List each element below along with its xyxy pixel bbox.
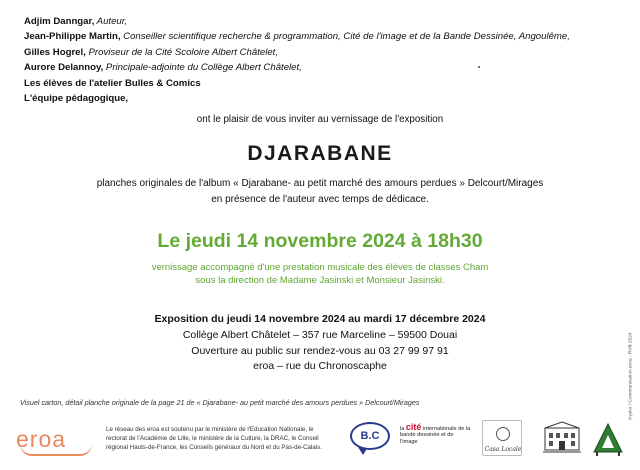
eroa-logo xyxy=(16,422,102,462)
bc-bubble: B.C xyxy=(350,422,390,450)
green-sign-logo xyxy=(588,418,628,458)
bc-logo xyxy=(350,422,390,456)
stray-dot xyxy=(478,66,480,68)
cite-bd-logo: la cité internationale de la bande dessinée et de l'image xyxy=(400,422,471,445)
school-building-icon xyxy=(542,420,582,456)
event-date: Le jeudi 14 novembre 2024 à 18h30 xyxy=(157,230,483,252)
host-row: Gilles Hogrel, Proviseur de la Cité Scoloire Albert Châtelet, xyxy=(24,46,279,58)
host-row: Jean-Philippe Martin, Conseiller scientifique recherche & programmation, Cité de l'image et de la Bande Dessinée, Angoulême, xyxy=(24,31,570,43)
author-presence: en présence de l'auteur avec temps de dédicace. xyxy=(211,194,429,205)
music-note-line2: sous la direction de Madame Jasinski et Monsieur Jasinski. xyxy=(195,275,445,286)
network-support-text: Le réseau des eroa est soutenu par le ministère de l'Education Nationale, le rectorat de l'Académie de Lille, le ministère de la Culture, la DRAC, le Conseil régional Hauts-de-France, les Conseils généraux du Nord et du Pas-de-Calais. xyxy=(106,426,322,451)
invitation-intro: ont le plaisir de vous inviter au vernissage de l'exposition xyxy=(196,114,444,125)
exhibition-title: DJARABANE xyxy=(247,142,393,165)
exhibition-opening: Ouverture au public sur rendez-vous au 03 27 99 97 91 xyxy=(191,344,449,357)
exhibition-dates: Exposition du jeudi 14 novembre 2024 au mardi 17 décembre 2024 xyxy=(154,313,486,325)
casa-swirl-icon xyxy=(496,427,510,441)
exhibition-info xyxy=(0,312,640,375)
host-list xyxy=(24,14,570,106)
school-building-logo xyxy=(542,420,582,456)
exhibition-location: eroa – rue du Chronoscaphe xyxy=(253,360,387,373)
casa-locale-logo: Casa Locale xyxy=(482,420,522,456)
music-note-line1: vernissage accompagné d'une prestation musicale des élèves de classes Cham xyxy=(151,262,489,273)
host-row: Les élèves de l'atelier Bulles & Comics xyxy=(24,77,201,89)
visual-credit: Visuel carton, détail planche originale de la page 21 de « Djarabane- au petit marché des amours perdues » Delcourt/Mirages xyxy=(20,398,420,407)
host-row: L'équipe pédagogique, xyxy=(24,93,129,105)
exhibition-venue: Collège Albert Châtelet – 357 rue Marceline – 59500 Douai xyxy=(182,328,458,341)
host-row: Adjim Danngar, Auteur, xyxy=(24,16,128,27)
vertical-credit: Kysko / Communication eroa - RVB 2024 xyxy=(628,332,634,420)
album-subtitle: planches originales de l'album « Djarabane- au petit marché des amours perdues » Delcourt/Mirages xyxy=(96,178,544,189)
green-triangle-icon xyxy=(588,418,628,458)
host-row: Aurore Delannoy, Principale-adjointe du Collège Albert Châtelet, xyxy=(24,62,302,74)
eroa-logo-text: eroa xyxy=(16,426,67,452)
